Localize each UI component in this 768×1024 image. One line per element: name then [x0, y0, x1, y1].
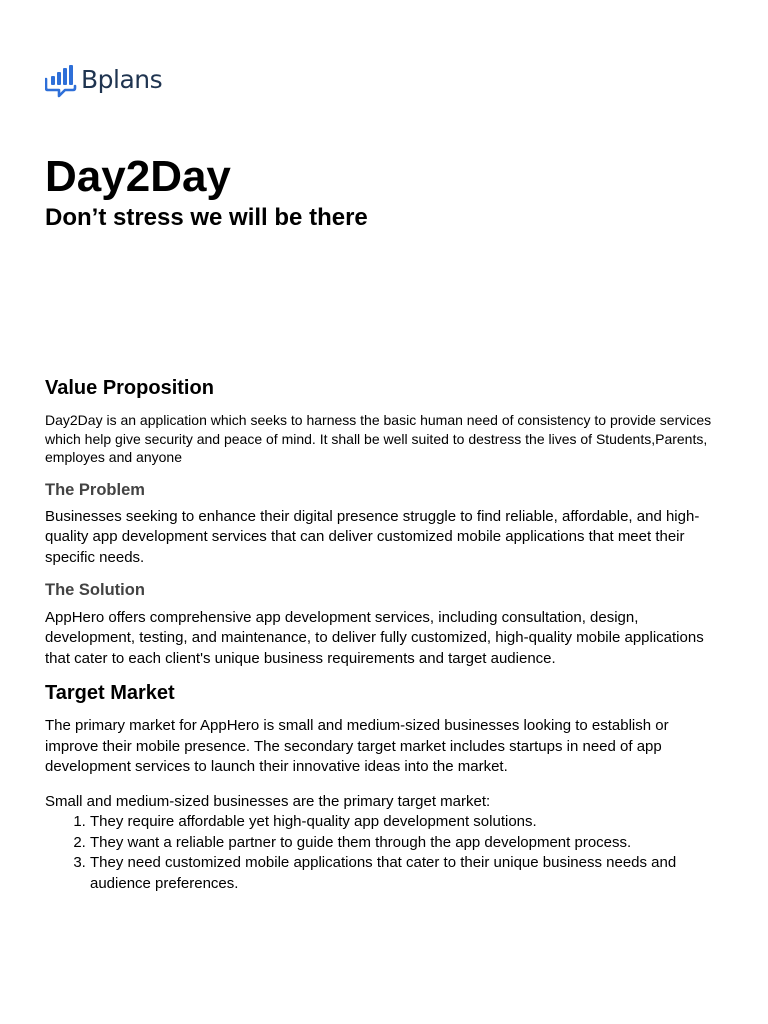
target-market-list-intro: Small and medium-sized businesses are the primary target market: [45, 792, 491, 810]
problem-text: Businesses seeking to enhance their digital presence struggle to find reliable, affordable, and high-quality app development services that can deliver customized mobile applications that meet their specific needs. [45, 507, 700, 566]
value-proposition-text: Day2Day is an application which seeks to harness the basic human need of consistency to provide services which help give security and peace of mind. It shall be well suited to destress the lives of Students,Parents, employes and anyone [45, 412, 712, 465]
document-body [45, 376, 715, 894]
list-item: 2. They want a reliable partner to guide them through the app development process. [90, 833, 715, 854]
bplans-logo [45, 64, 162, 98]
value-proposition-section [45, 376, 715, 467]
target-market-section [45, 681, 715, 894]
solution-section [45, 580, 715, 669]
list-item: 3. They need customized mobile applications that cater to their unique business needs and audience preferences. [90, 853, 715, 894]
value-proposition-heading: Value Proposition [45, 377, 214, 399]
target-market-list [45, 812, 715, 894]
target-market-text: The primary market for AppHero is small and medium-sized businesses looking to establish or improve their mobile presence. The secondary target market includes startups in need of app development services to launch their innovative ideas into the market. [45, 717, 669, 776]
target-market-heading: Target Market [45, 682, 175, 705]
logo-wordmark: Bplans [81, 64, 163, 94]
document-title: Day2Day [45, 152, 231, 201]
solution-heading: The Solution [45, 581, 145, 600]
document-subtitle: Don’t stress we will be there [45, 204, 368, 231]
problem-heading: The Problem [45, 480, 145, 499]
solution-text: AppHero offers comprehensive app development services, including consultation, design, development, testing, and maintenance, to deliver fully customized, high-quality mobile applications that cater to each client's unique business requirements and target audience. [45, 608, 704, 667]
bplans-bar-chart-speech-icon [45, 64, 77, 98]
problem-section [45, 480, 715, 569]
list-item: 1. They require affordable yet high-quality app development solutions. [90, 812, 715, 833]
